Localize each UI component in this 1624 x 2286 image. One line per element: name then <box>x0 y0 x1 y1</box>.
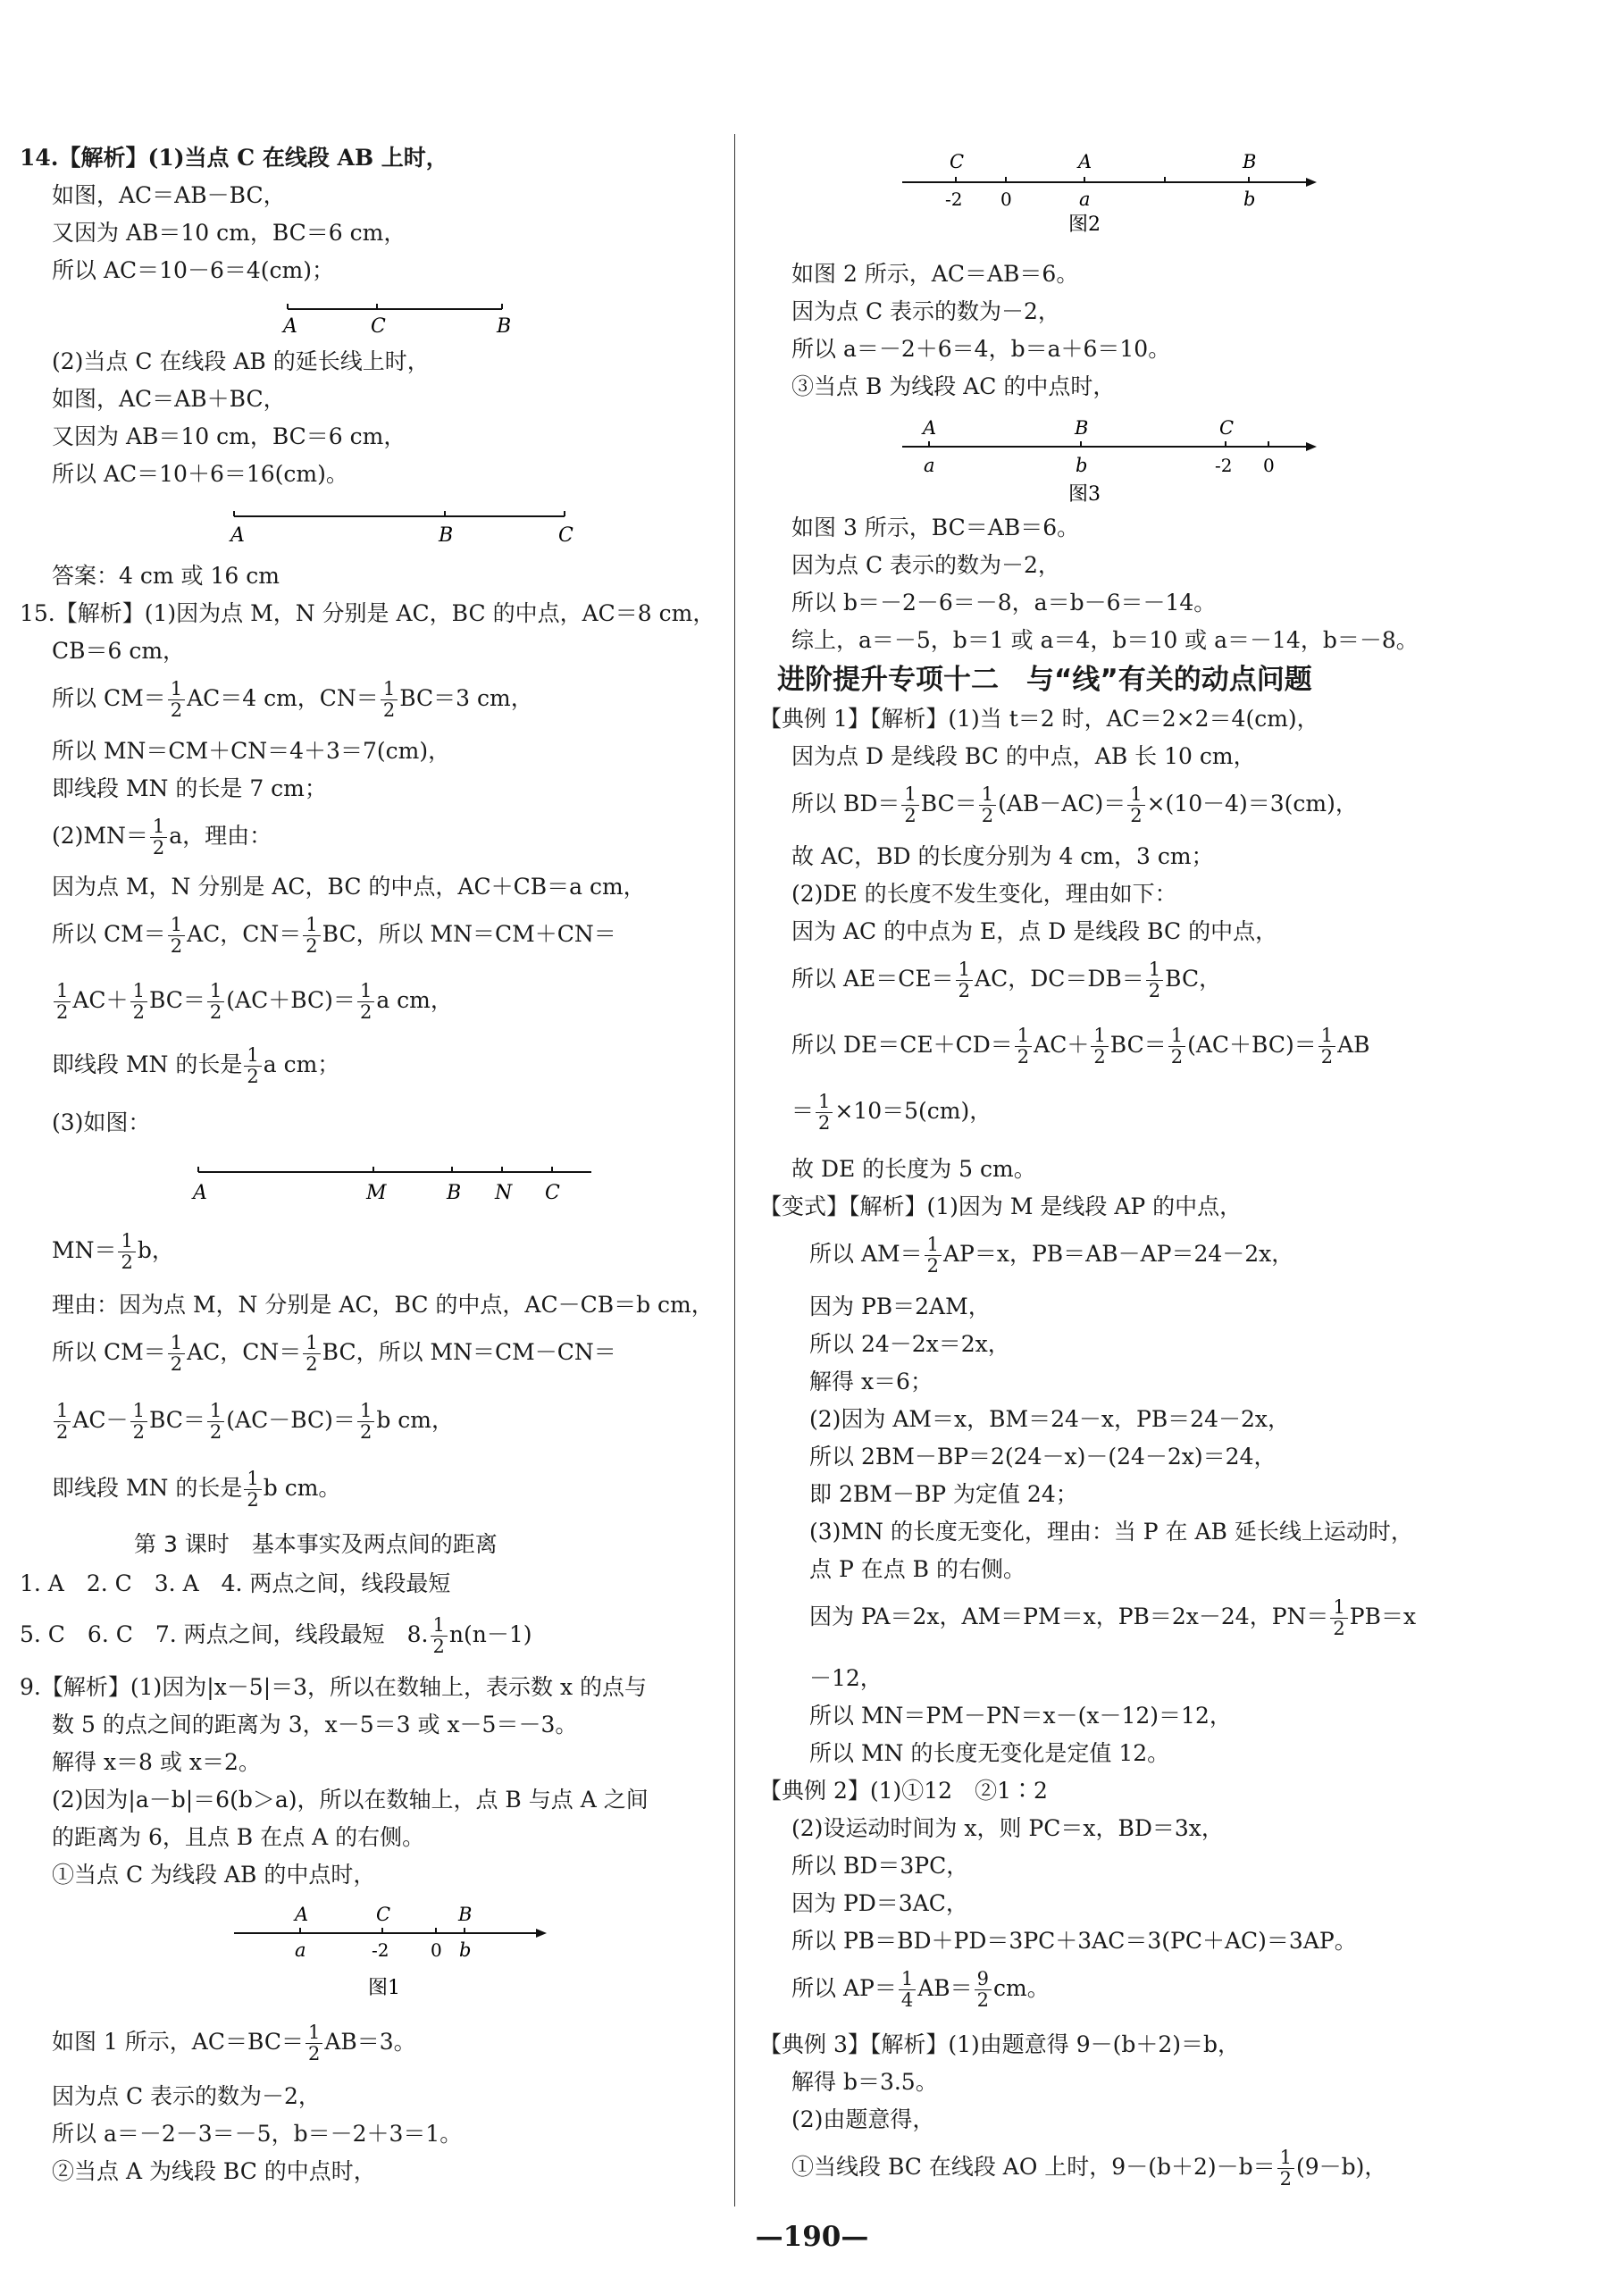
fraction: $\frac{1}{2}$ <box>381 679 398 721</box>
fraction: $\frac{1}{2}$ <box>357 981 374 1023</box>
fraction: $\frac{1}{2}$ <box>956 959 973 1001</box>
q9-line: 9.【解析】(1)因为|x－5|＝3，所以在数轴上，表示数 x 的点与 <box>20 1674 648 1700</box>
e3-line: (2)由题意得， <box>791 2106 935 2132</box>
q9-line: 如图 1 所示，AC＝BC＝ $\frac{1}{2}$ AB＝3。 <box>52 2022 416 2064</box>
e1-line: 所以 AE＝CE＝ $\frac{1}{2}$ AC，DC＝DB＝ $\frac{1}{2}$ BC， <box>791 959 1222 1001</box>
r-line: 所以 b＝－2－6＝－8，a＝b－6＝－14。 <box>791 590 1217 615</box>
section-heading: 进阶提升专项十二 与“线”有关的动点问题 <box>777 664 1312 696</box>
e1-line: 【典例 1】【解析】(1)当 t＝2 时，AC＝2×2＝4(cm)， <box>759 706 1319 732</box>
fraction: $\frac{1}{2}$ <box>431 1615 448 1657</box>
fraction: $\frac{1}{2}$ <box>1146 959 1163 1001</box>
point-label: C <box>558 524 573 547</box>
fraction: $\frac{1}{2}$ <box>207 981 224 1023</box>
point-label: B <box>447 1182 462 1204</box>
point-label: N <box>495 1182 513 1204</box>
e2-line: 因为 PD＝3AC， <box>791 1890 968 1916</box>
r-line: 如图 2 所示，AC＝AB＝6。 <box>791 261 1079 287</box>
answer-line: 5. C 6. C 7. 两点之间，线段最短 8. $\frac{1}{2}$ n(n－1) <box>20 1614 532 1657</box>
q9-line: 数 5 的点之间的距离为 3，x－5＝3 或 x－5＝－3。 <box>52 1712 578 1738</box>
axis-label: a <box>295 1939 306 1961</box>
variant-line: 所以 24－2x＝2x， <box>809 1331 1010 1357</box>
point-label: A <box>193 1182 207 1204</box>
q14-line: 所以 AC＝10－6＝4(cm)； <box>52 257 334 283</box>
variant-line: －12， <box>809 1665 883 1691</box>
variant-line: (3)MN 的长度无变化，理由：当 P 在 AB 延长线上运动时， <box>809 1519 1413 1545</box>
q14-line: 所以 AC＝10＋6＝16(cm)。 <box>52 461 348 487</box>
fraction: $\frac{1}{2}$ <box>54 1401 71 1443</box>
fraction: $\frac{1}{2}$ <box>130 981 147 1023</box>
fraction: $\frac{1}{2}$ <box>925 1235 942 1277</box>
axis-label: a <box>924 455 935 476</box>
fraction: $\frac{1}{2}$ <box>130 1401 147 1443</box>
fraction: $\frac{1}{2}$ <box>1330 1597 1347 1639</box>
fraction: $\frac{1}{2}$ <box>207 1401 224 1443</box>
e3-line: 解得 b＝3.5。 <box>791 2069 938 2095</box>
e3-line: 【典例 3】【解析】(1)由题意得 9－(b＋2)＝b， <box>759 2031 1241 2057</box>
q15-line: (2)MN＝ $\frac{1}{2}$ a，理由： <box>52 816 272 858</box>
fraction: $\frac{1}{2}$ <box>303 915 320 957</box>
figure-2 <box>893 143 1322 236</box>
figure-3 <box>893 416 1322 509</box>
q15-line: $\frac{1}{2}$ AC－ $\frac{1}{2}$ BC＝ $\frac{1}{2}$ (AC－BC)＝ $\frac{1}{2}$ b cm， <box>20 1401 454 1443</box>
q14-line: 如图，AC＝AB＋BC， <box>52 386 286 412</box>
axis-label: b <box>459 1939 472 1961</box>
q15-line: 15.【解析】(1)因为点 M，N 分别是 AC，BC 的中点，AC＝8 cm， <box>20 600 716 626</box>
fraction: $\frac{1}{2}$ <box>357 1401 374 1443</box>
q9-line: (2)因为|a－b|＝6(b＞a)，所以在数轴上，点 B 与点 A 之间 <box>52 1787 649 1813</box>
point-label: A <box>295 1904 309 1925</box>
variant-line: 所以 MN 的长度无变化是定值 12。 <box>809 1740 1170 1766</box>
e1-line: 故 AC，BD 的长度分别为 4 cm，3 cm； <box>791 843 1214 869</box>
figure-15 <box>180 1161 609 1210</box>
variant-line: 所以 MN＝PM－PN＝x－(x－12)＝12， <box>809 1703 1232 1729</box>
point-label: C <box>1219 417 1235 439</box>
point-label: B <box>458 1904 473 1925</box>
q14-line: 又因为 AB＝10 cm，BC＝6 cm， <box>52 220 406 246</box>
r-line: ③当点 B 为线段 AC 的中点时， <box>791 373 1116 399</box>
fraction: $\frac{1}{2}$ <box>306 2022 322 2064</box>
q9-line: 所以 a＝－2－3＝－5，b＝－2＋3＝1。 <box>52 2121 463 2147</box>
q15-line: 所以 CM＝ $\frac{1}{2}$ AC＝4 cm，CN＝ $\frac{1}{2}$ BC＝3 cm， <box>52 678 533 721</box>
variant-line: 点 P 在点 B 的右侧。 <box>809 1556 1025 1582</box>
lesson-heading: 第 3 课时 基本事实及两点间的距离 <box>134 1531 498 1557</box>
e1-line: 因为点 D 是线段 BC 的中点，AB 长 10 cm， <box>791 743 1256 769</box>
figure-caption: 图3 <box>1068 483 1101 506</box>
fraction: $\frac{1}{2}$ <box>901 784 918 826</box>
point-label: C <box>950 151 965 172</box>
fraction: $\frac{1}{2}$ <box>244 1469 261 1511</box>
point-label: C <box>371 315 386 338</box>
point-label: B <box>1243 151 1257 172</box>
e1-line: 因为 AC 的中点为 E，点 D 是线段 BC 的中点， <box>791 918 1278 944</box>
e1-line: 所以 DE＝CE＋CD＝ $\frac{1}{2}$ AC＋ $\frac{1}{2}$ BC＝ $\frac{1}{2}$ (AC＋BC)＝ $\frac{1}{2}$ AB <box>791 1025 1370 1068</box>
axis-label: 0 <box>1000 188 1012 210</box>
q14-line: 如图，AC＝AB－BC， <box>52 182 286 208</box>
axis-label: 0 <box>431 1939 442 1961</box>
fraction: $\frac{1}{2}$ <box>168 915 185 957</box>
point-label: C <box>545 1182 560 1204</box>
r-line: 因为点 C 表示的数为－2， <box>791 552 1060 578</box>
axis-label: b <box>1243 188 1256 210</box>
q15-line: 理由：因为点 M，N 分别是 AC，BC 的中点，AC－CB＝b cm， <box>52 1292 714 1318</box>
fraction: $\frac{1}{2}$ <box>979 784 996 826</box>
fraction: $\frac{1}{2}$ <box>118 1231 135 1273</box>
fraction: $\frac{1}{2}$ <box>168 679 185 721</box>
e1-line: ＝ $\frac{1}{2}$ ×10＝5(cm)， <box>791 1091 992 1134</box>
column-divider <box>734 134 735 2206</box>
fraction: $\frac{1}{2}$ <box>54 981 71 1023</box>
e2-line: 所以 AP＝ $\frac{1}{4}$ AB＝ $\frac{9}{2}$ cm。 <box>791 1968 1050 2011</box>
figure-14a <box>279 297 529 345</box>
q15-line: 即线段 MN 的长是 $\frac{1}{2}$ a cm； <box>52 1044 340 1087</box>
e1-line: 故 DE 的长度为 5 cm。 <box>791 1156 1036 1182</box>
q14-line: 14.【解析】(1)当点 C 在线段 AB 上时， <box>20 145 448 171</box>
fraction: $\frac{1}{2}$ <box>1277 2148 1294 2190</box>
axis-label: 0 <box>1263 455 1275 476</box>
variant-line: 所以 AM＝ $\frac{1}{2}$ AP＝x，PB＝AB－AP＝24－2x， <box>809 1234 1294 1277</box>
q15-line: 即线段 MN 的长是 $\frac{1}{2}$ b cm。 <box>52 1468 341 1511</box>
fraction: $\frac{9}{2}$ <box>975 1969 992 2011</box>
fraction: $\frac{1}{2}$ <box>1127 784 1144 826</box>
point-label: A <box>230 524 245 547</box>
variant-line: 所以 2BM－BP＝2(24－x)－(24－2x)＝24， <box>809 1444 1277 1470</box>
r-line: 如图 3 所示，BC＝AB＝6。 <box>791 515 1080 540</box>
q15-line: 即线段 MN 的长是 7 cm； <box>52 775 327 801</box>
r-line: 因为点 C 表示的数为－2， <box>791 298 1060 324</box>
axis-label: -2 <box>945 188 963 210</box>
variant-line: 解得 x＝6； <box>809 1369 933 1394</box>
fraction: $\frac{1}{2}$ <box>303 1333 320 1375</box>
q9-line: ①当点 C 为线段 AB 的中点时， <box>52 1862 376 1888</box>
q14-answer: 答案：4 cm 或 16 cm <box>52 563 280 589</box>
e2-line: 【典例 2】(1)①12 ②1∶2 <box>759 1778 1048 1804</box>
fraction: $\frac{1}{2}$ <box>1015 1026 1032 1068</box>
e2-line: 所以 PB＝BD＋PD＝3PC＋3AC＝3(PC＋AC)＝3AP。 <box>791 1928 1357 1954</box>
point-label: B <box>439 524 454 547</box>
figure-caption: 图1 <box>368 1977 400 1999</box>
variant-line: (2)因为 AM＝x，BM＝24－x，PB＝24－2x， <box>809 1406 1291 1432</box>
axis-label: a <box>1079 188 1091 210</box>
fraction: $\frac{1}{2}$ <box>1318 1026 1335 1068</box>
q15-line: (3)如图： <box>52 1110 151 1135</box>
r-line: 所以 a＝－2＋6＝4，b＝a＋6＝10。 <box>791 336 1171 362</box>
point-label: A <box>1078 151 1092 172</box>
fraction: $\frac{1}{2}$ <box>168 1333 185 1375</box>
fraction: $\frac{1}{4}$ <box>899 1969 916 2011</box>
point-label: A <box>923 417 937 439</box>
page-number: —190— <box>755 2221 869 2253</box>
q15-line: MN＝ $\frac{1}{2}$ b， <box>52 1230 174 1273</box>
variant-line: 因为 PA＝2x，AM＝PM＝x，PB＝2x－24，PN＝ $\frac{1}{2}$ PB＝x <box>809 1596 1417 1639</box>
e2-line: 所以 BD＝3PC， <box>791 1853 969 1879</box>
q14-line: 又因为 AB＝10 cm，BC＝6 cm， <box>52 423 406 449</box>
e1-line: (2)DE 的长度不发生变化，理由如下： <box>791 881 1177 907</box>
fraction: $\frac{1}{2}$ <box>244 1045 261 1087</box>
q15-line: 所以 CM＝ $\frac{1}{2}$ AC，CN＝ $\frac{1}{2}$ BC，所以 MN＝CM＋CN＝ <box>52 914 616 957</box>
figure-14b <box>216 504 591 552</box>
axis-label: -2 <box>1215 455 1233 476</box>
variant-line: 【变式】【解析】(1)因为 M 是线段 AP 的中点， <box>759 1193 1243 1219</box>
q14-line: (2)当点 C 在线段 AB 的延长线上时， <box>52 348 430 374</box>
figure-1 <box>225 1901 556 2003</box>
q9-line: 因为点 C 表示的数为－2， <box>52 2083 321 2109</box>
fraction: $\frac{1}{2}$ <box>816 1092 833 1134</box>
axis-label: -2 <box>372 1939 389 1961</box>
q15-line: $\frac{1}{2}$ AC＋ $\frac{1}{2}$ BC＝ $\frac{1}{2}$ (AC＋BC)＝ $\frac{1}{2}$ a cm， <box>20 981 453 1023</box>
e3-line: ①当线段 BC 在线段 AO 上时，9－(b＋2)－b＝ $\frac{1}{2}$ (9－b)， <box>791 2147 1387 2190</box>
q9-line: 的距离为 6，且点 B 在点 A 的右侧。 <box>52 1824 425 1850</box>
point-label: A <box>283 315 297 338</box>
r-line: 综上，a＝－5，b＝1 或 a＝4，b＝10 或 a＝－14，b＝－8。 <box>791 627 1419 653</box>
q9-line: ②当点 A 为线段 BC 的中点时， <box>52 2158 376 2184</box>
axis-label: b <box>1076 455 1088 476</box>
fraction: $\frac{1}{2}$ <box>1091 1026 1108 1068</box>
q9-line: 解得 x＝8 或 x＝2。 <box>52 1749 261 1775</box>
variant-line: 因为 PB＝2AM， <box>809 1294 991 1319</box>
q15-line: 所以 CM＝ $\frac{1}{2}$ AC，CN＝ $\frac{1}{2}$ BC，所以 MN＝CM－CN＝ <box>52 1332 616 1375</box>
answer-line: 1. A 2. C 3. A 4. 两点之间，线段最短 <box>20 1570 451 1596</box>
figure-caption: 图2 <box>1068 214 1101 232</box>
q15-line: CB＝6 cm， <box>52 638 186 664</box>
q15-line: 所以 MN＝CM＋CN＝4＋3＝7(cm)， <box>52 738 451 764</box>
fraction: $\frac{1}{2}$ <box>150 816 167 858</box>
q15-line: 因为点 M，N 分别是 AC，BC 的中点，AC＋CB＝a cm， <box>52 874 646 900</box>
variant-line: 即 2BM－BP 为定值 24； <box>809 1481 1078 1507</box>
point-label: B <box>1075 417 1089 439</box>
e2-line: (2)设运动时间为 x，则 PC＝x，BD＝3x， <box>791 1815 1224 1841</box>
point-label: C <box>376 1904 391 1925</box>
fraction: $\frac{1}{2}$ <box>1168 1026 1185 1068</box>
point-label: B <box>497 315 512 338</box>
e1-line: 所以 BD＝ $\frac{1}{2}$ BC＝ $\frac{1}{2}$ (AB－AC)＝ $\frac{1}{2}$ ×(10－4)＝3(cm)， <box>791 783 1358 826</box>
point-label: M <box>366 1182 387 1204</box>
